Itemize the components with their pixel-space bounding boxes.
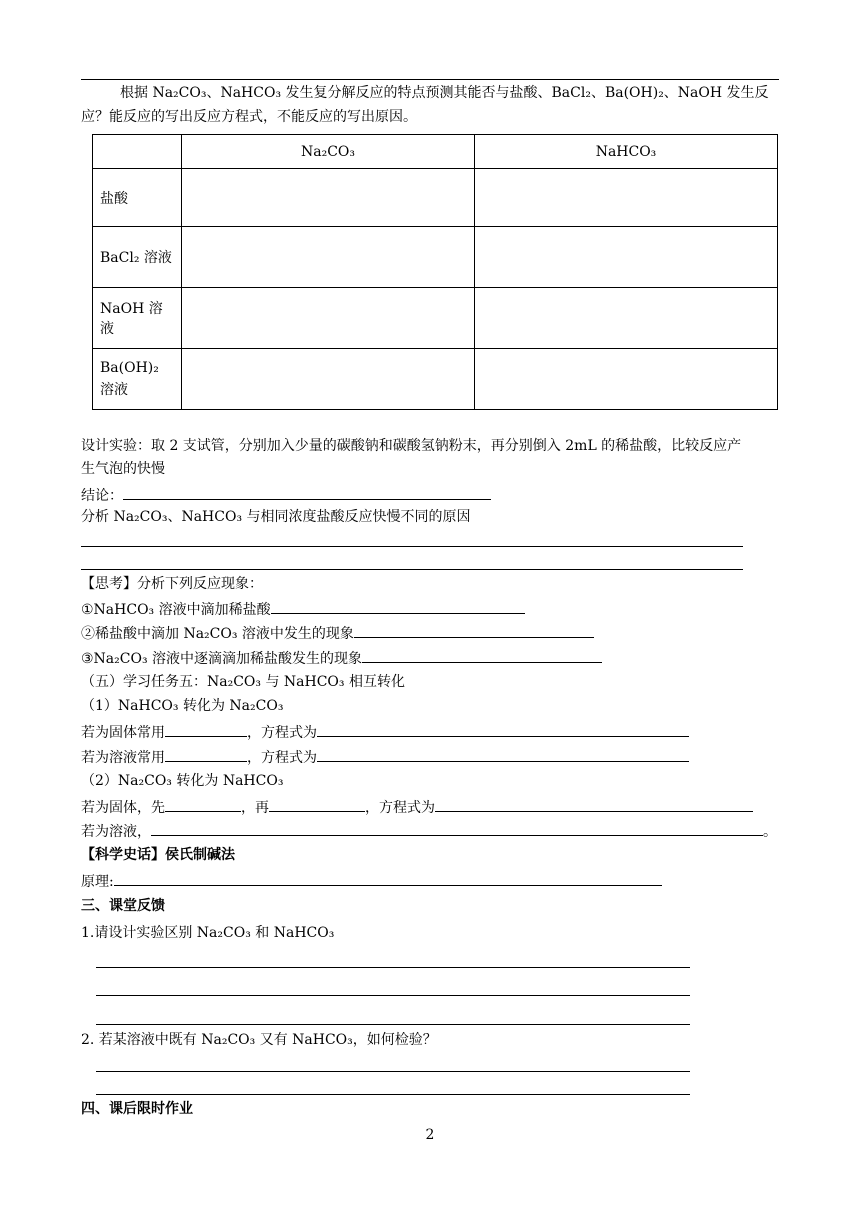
feedback-q1: 1.请设计实验区别 Na₂CO₃ 和 NaHCO₃ bbox=[81, 925, 335, 941]
table-col-nahco3: NaHCO₃ bbox=[475, 135, 778, 169]
principle-line: 原理: bbox=[81, 870, 662, 892]
principle-blank[interactable] bbox=[114, 870, 662, 886]
experiment-line-1: 设计实验：取 2 支试管，分别加入少量的碳酸钠和碳酸氢钠粉末，再分别倒入 2mL 的稀盐酸，比较反应产 bbox=[81, 438, 742, 454]
think-q1-blank[interactable] bbox=[271, 598, 525, 614]
intro-line-2: 应？能反应的写出反应方程式，不能反应的写出原因。 bbox=[81, 109, 417, 125]
think-q2: ②稀盐酸中滴加 Na₂CO₃ 溶液中发生的现象 bbox=[81, 622, 594, 644]
feedback-q2: 2. 若某溶液中既有 Na₂CO₃ 又有 NaHCO₃，如何检验？ bbox=[81, 1032, 437, 1048]
solid2-then-blank[interactable] bbox=[269, 796, 365, 812]
solid1-equation-blank[interactable] bbox=[317, 721, 689, 737]
feedback-q1-blank-2[interactable] bbox=[96, 995, 690, 996]
solid1-reagent-blank[interactable] bbox=[165, 721, 247, 737]
feedback-q2-blank-2[interactable] bbox=[96, 1094, 690, 1095]
table-header-row bbox=[93, 135, 778, 169]
sol1-reagent-blank[interactable] bbox=[165, 746, 247, 762]
header-rule bbox=[81, 79, 779, 80]
row-label-hcl: 盐酸 bbox=[93, 169, 182, 227]
analysis-line: 分析 Na₂CO₃、NaHCO₃ 与相同浓度盐酸反应快慢不同的原因 bbox=[81, 509, 471, 525]
homework-title: 四、课后限时作业 bbox=[81, 1101, 193, 1117]
answer-cell[interactable] bbox=[182, 288, 475, 349]
table-row bbox=[93, 227, 778, 288]
feedback-q1-blank-3[interactable] bbox=[96, 1024, 690, 1025]
analysis-blank-1[interactable] bbox=[81, 546, 743, 547]
think-q3-blank[interactable] bbox=[362, 647, 602, 663]
answer-cell[interactable] bbox=[182, 227, 475, 288]
task5-title: （五）学习任务五：Na₂CO₃ 与 NaHCO₃ 相互转化 bbox=[81, 674, 405, 690]
table-corner-cell bbox=[93, 135, 182, 169]
answer-cell[interactable] bbox=[475, 288, 778, 349]
row-label-bacl2: BaCl₂ 溶液 bbox=[93, 227, 182, 288]
conclusion-blank[interactable] bbox=[123, 484, 491, 500]
reaction-table bbox=[92, 134, 778, 410]
feedback-title: 三、课堂反馈 bbox=[81, 898, 165, 914]
task5-sub1: （1）NaHCO₃ 转化为 Na₂CO₃ bbox=[81, 698, 284, 714]
page-number: 2 bbox=[425, 1127, 435, 1143]
table-row bbox=[93, 288, 778, 349]
feedback-q1-blank-1[interactable] bbox=[96, 967, 690, 968]
task5-sol2: 若为溶液， 。 bbox=[81, 820, 777, 842]
think-q3: ③Na₂CO₃ 溶液中逐滴滴加稀盐酸发生的现象 bbox=[81, 647, 602, 669]
experiment-line-2: 生气泡的快慢 bbox=[81, 461, 165, 477]
task5-sol1: 若为溶液常用 ，方程式为 bbox=[81, 746, 689, 768]
think-q2-blank[interactable] bbox=[354, 622, 594, 638]
feedback-q2-blank-1[interactable] bbox=[96, 1071, 690, 1072]
think-title: 【思考】分析下列反应现象： bbox=[81, 576, 263, 592]
table-col-na2co3: Na₂CO₃ bbox=[182, 135, 475, 169]
answer-cell[interactable] bbox=[475, 349, 778, 410]
answer-cell[interactable] bbox=[475, 227, 778, 288]
task5-solid1: 若为固体常用 ，方程式为 bbox=[81, 721, 689, 743]
task5-sub2: （2）Na₂CO₃ 转化为 NaHCO₃ bbox=[81, 773, 284, 789]
task5-solid2: 若为固体，先 ，再 ，方程式为 bbox=[81, 796, 753, 818]
answer-cell[interactable] bbox=[182, 349, 475, 410]
analysis-blank-2[interactable] bbox=[81, 569, 743, 570]
row-label-baoh2: Ba(OH)₂ 溶液 bbox=[93, 349, 182, 410]
conclusion-line: 结论： bbox=[81, 484, 491, 506]
think-q1: ①NaHCO₃ 溶液中滴加稀盐酸 bbox=[81, 598, 525, 620]
answer-cell[interactable] bbox=[475, 169, 778, 227]
solid2-first-blank[interactable] bbox=[165, 796, 241, 812]
row-label-naoh: NaOH 溶液 bbox=[93, 288, 182, 349]
sol1-equation-blank[interactable] bbox=[317, 746, 689, 762]
intro-line-1: 根据 Na₂CO₃、NaHCO₃ 发生复分解反应的特点预测其能否与盐酸、BaCl₂、Ba(OH)₂、NaOH 发生反 bbox=[120, 85, 769, 101]
sol2-blank[interactable] bbox=[151, 820, 763, 836]
table-row bbox=[93, 169, 778, 227]
table-row bbox=[93, 349, 778, 410]
solid2-equation-blank[interactable] bbox=[435, 796, 753, 812]
history-title: 【科学史话】侯氏制碱法 bbox=[81, 847, 235, 863]
answer-cell[interactable] bbox=[182, 169, 475, 227]
